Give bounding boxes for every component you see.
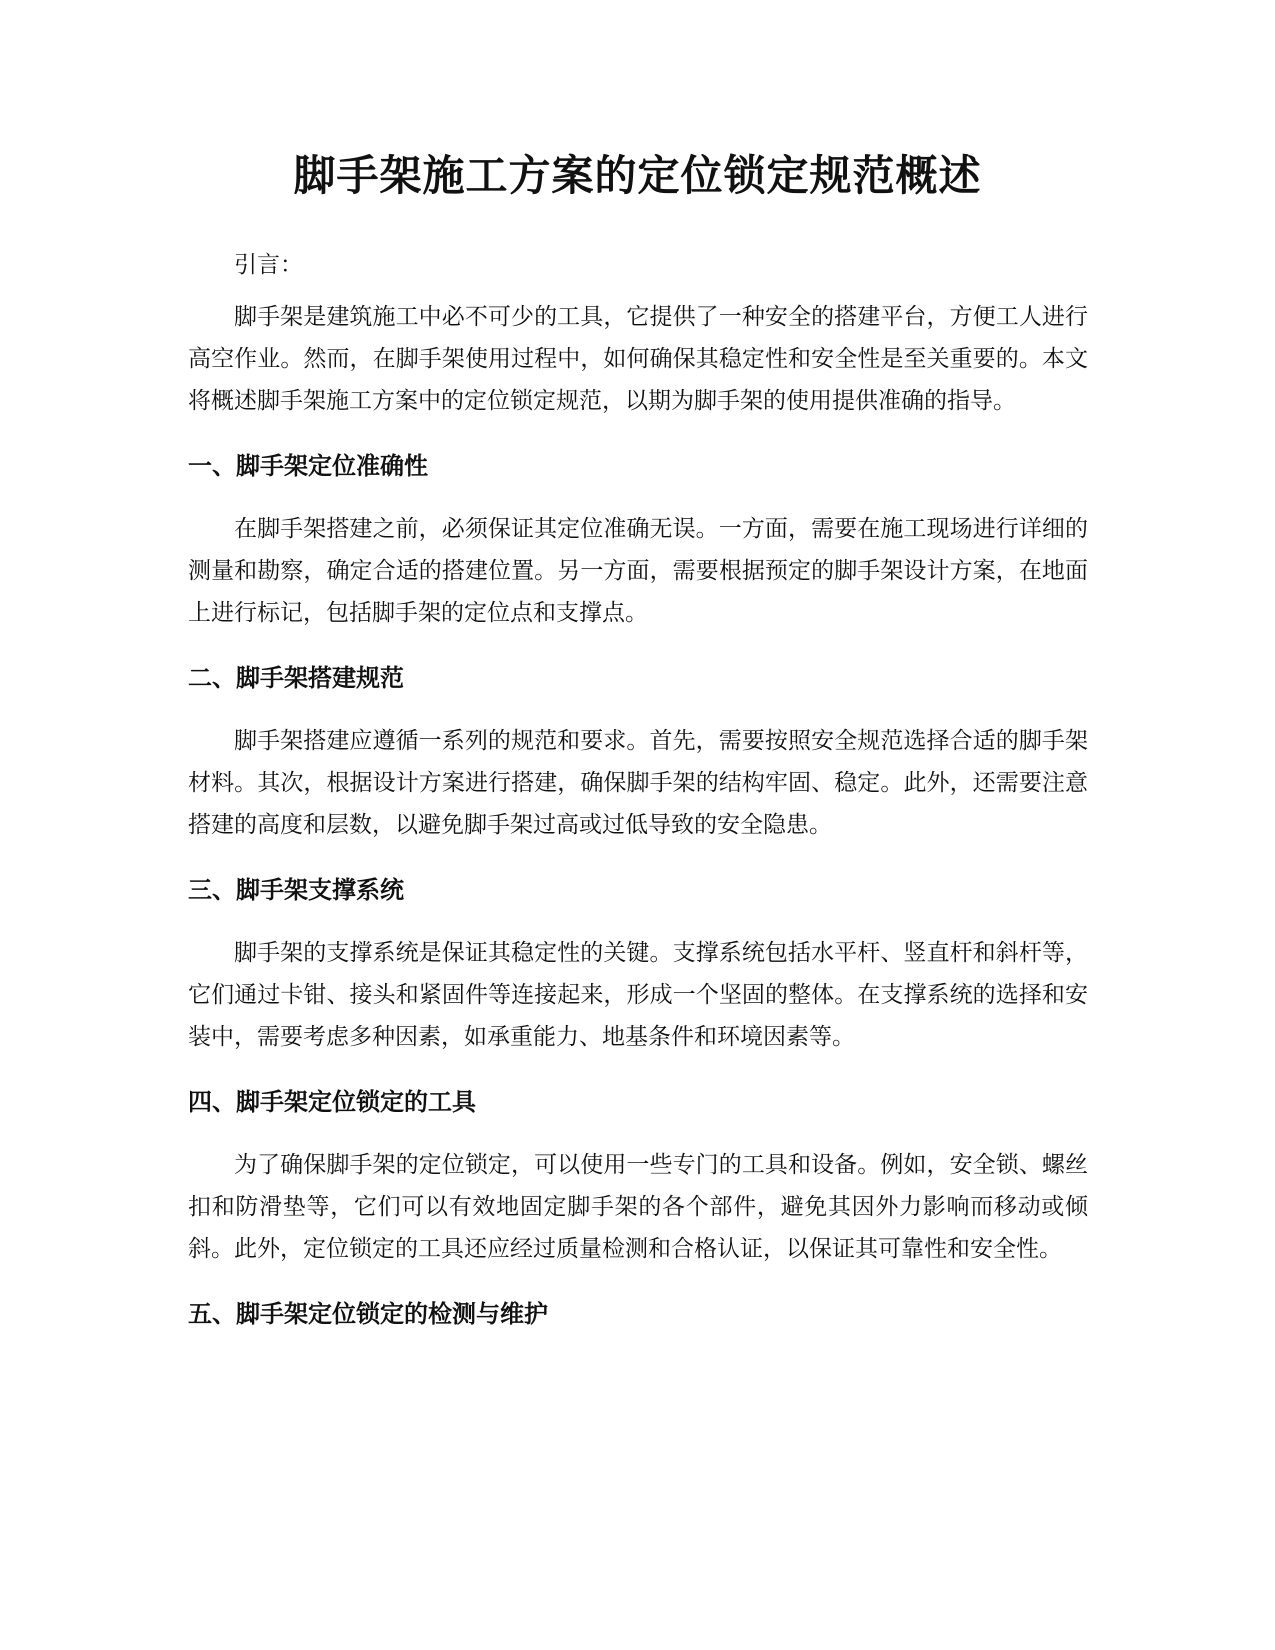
section-heading-4: 四、脚手架定位锁定的工具 xyxy=(188,1088,476,1116)
section-heading-5: 五、脚手架定位锁定的检测与维护 xyxy=(188,1300,548,1328)
section-paragraph-1: 在脚手架搭建之前，必须保证其定位准确无误。一方面，需要在施工现场进行详细的测量和勘察，确定合适的搭建位置。另一方面，需要根据预定的脚手架设计方案，在地面上进行标记，包括脚手架的定位点和支撑点。 xyxy=(188,516,1088,626)
section-heading-2: 二、脚手架搭建规范 xyxy=(188,664,404,692)
section-paragraph-2: 脚手架搭建应遵循一系列的规范和要求。首先，需要按照安全规范选择合适的脚手架材料。其次，根据设计方案进行搭建，确保脚手架的结构牢固、稳定。此外，还需要注意搭建的高度和层数，以避免脚手架过高或过低导致的安全隐患。 xyxy=(188,728,1088,838)
page-title: 脚手架施工方案的定位锁定规范概述 xyxy=(293,151,982,200)
document-body xyxy=(188,244,1088,1356)
section-paragraph-3: 脚手架的支撑系统是保证其稳定性的关键。支撑系统包括水平杆、竖直杆和斜杆等，它们通过卡钳、接头和紧固件等连接起来，形成一个坚固的整体。在支撑系统的选择和安装中，需要考虑多种因素，如承重能力、地基条件和环境因素等。 xyxy=(188,940,1088,1050)
section-paragraph-4: 为了确保脚手架的定位锁定，可以使用一些专门的工具和设备。例如，安全锁、螺丝扣和防滑垫等，它们可以有效地固定脚手架的各个部件，避免其因外力影响而移动或倾斜。此外，定位锁定的工具还应经过质量检测和合格认证，以保证其可靠性和安全性。 xyxy=(188,1152,1088,1262)
intro-paragraph: 脚手架是建筑施工中必不可少的工具，它提供了一种安全的搭建平台，方便工人进行高空作业。然而，在脚手架使用过程中，如何确保其稳定性和安全性是至关重要的。本文将概述脚手架施工方案中的定位锁定规范，以期为脚手架的使用提供准确的指导。 xyxy=(188,304,1088,414)
section-heading-3: 三、脚手架支撑系统 xyxy=(188,876,404,904)
section-heading-1: 一、脚手架定位准确性 xyxy=(188,452,428,480)
intro-label: 引言： xyxy=(234,252,303,278)
